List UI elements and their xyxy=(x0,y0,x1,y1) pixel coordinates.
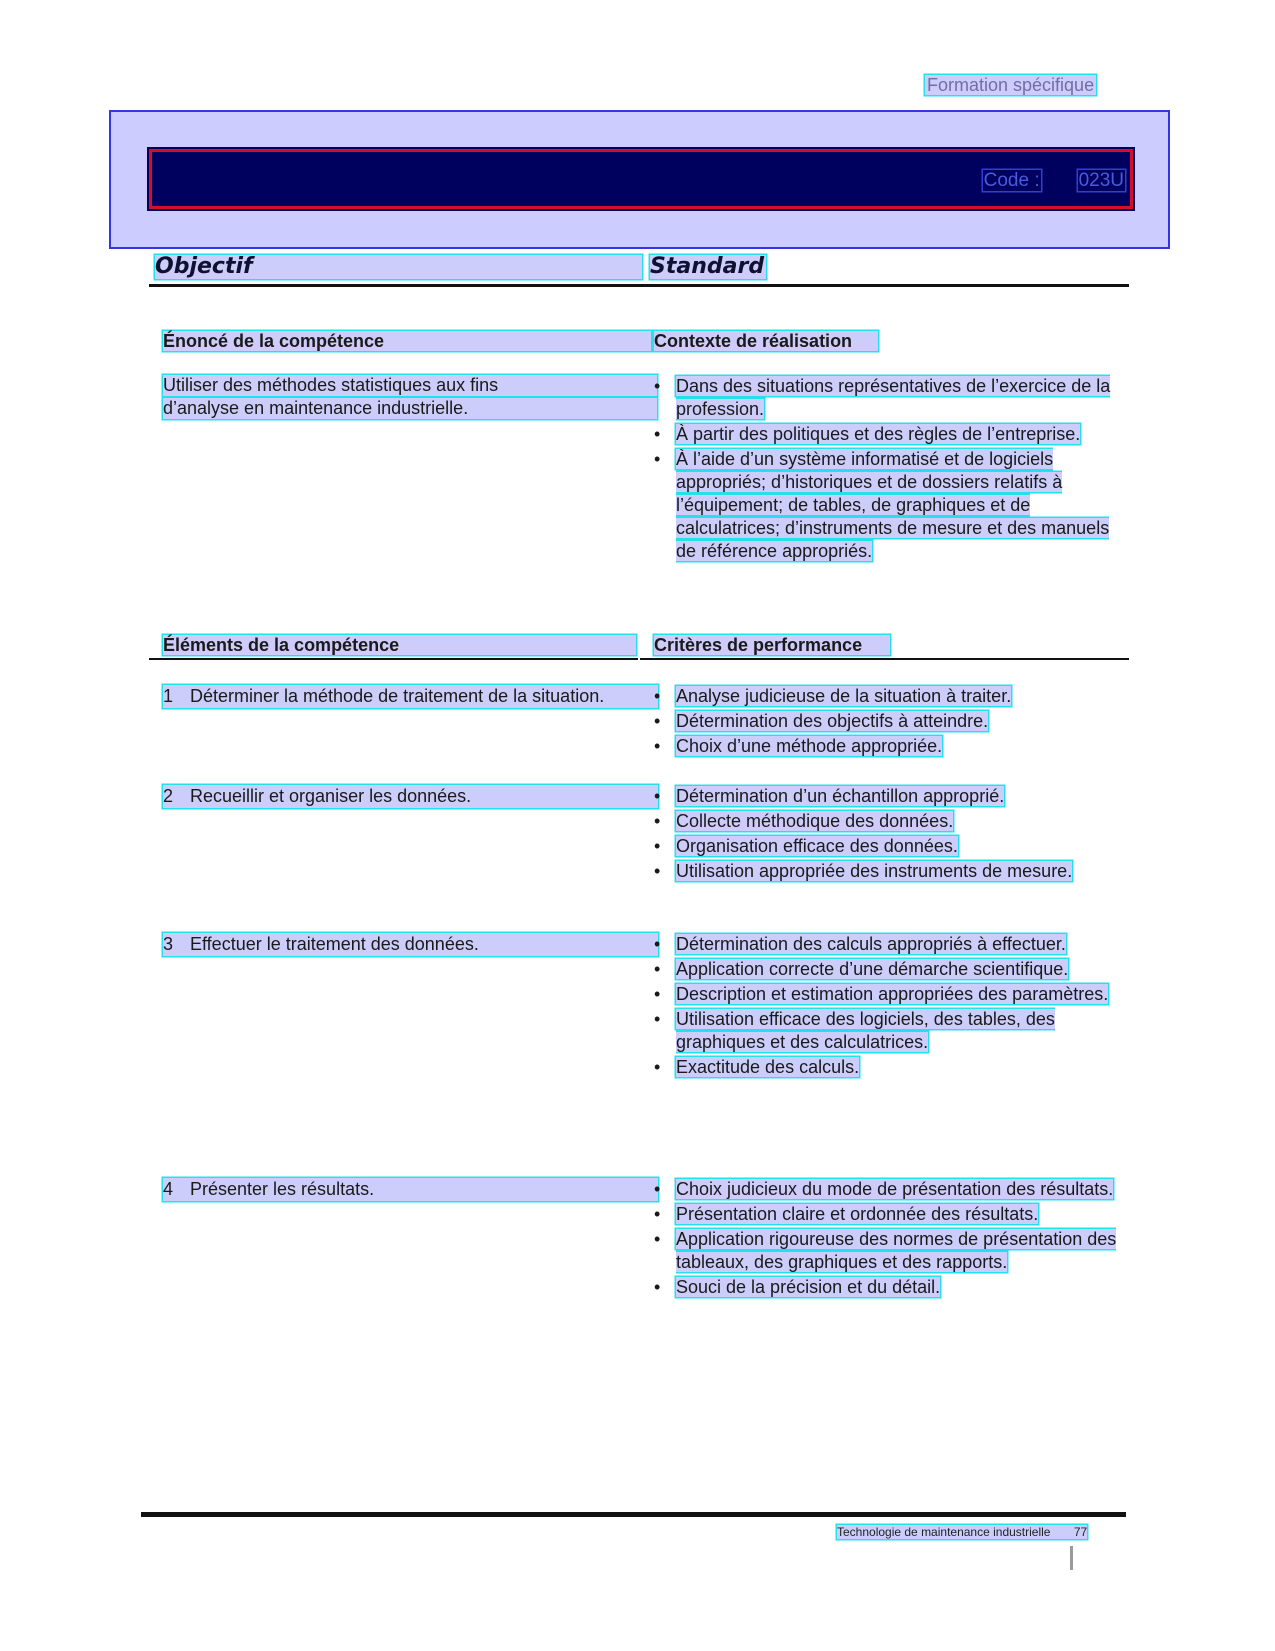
criterion-item: • Analyse judicieuse de la situation à traiter. xyxy=(654,685,1119,708)
criterion-item: • Présentation claire et ordonnée des résultats. xyxy=(654,1203,1119,1226)
criteria-list xyxy=(654,1178,1119,1301)
criteria-list xyxy=(654,685,1119,760)
column-heading-standard: Standard xyxy=(650,254,765,279)
footer-rule xyxy=(141,1512,1126,1517)
criterion-item: • Détermination d’un échantillon approprié. xyxy=(654,785,1119,808)
criterion-item: • Collecte méthodique des données. xyxy=(654,810,1119,833)
criterion-item: • Détermination des objectifs à atteindre. xyxy=(654,710,1119,733)
code-label: Code : xyxy=(983,170,1040,191)
criterion-item: • Application rigoureuse des normes de présentation des tableaux, des graphiques et des rapports. xyxy=(654,1228,1119,1274)
criterion-item: • Détermination des calculs appropriés à effectuer. xyxy=(654,933,1119,956)
competence-element xyxy=(163,1178,658,1201)
criterion-item: • Choix d’une méthode appropriée. xyxy=(654,735,1119,758)
header-label: Formation spécifique xyxy=(927,75,1095,95)
element-text: Effectuer le traitement des données. xyxy=(190,934,479,954)
element-number: 1 xyxy=(163,686,174,706)
page-marker xyxy=(1070,1546,1073,1570)
context-heading: Contexte de réalisation xyxy=(654,331,878,351)
competence-element xyxy=(163,685,658,708)
element-number: 3 xyxy=(163,934,174,954)
banner-code-bar xyxy=(149,149,1133,209)
criterion-item: • Description et estimation appropriées des paramètres. xyxy=(654,983,1119,1006)
footer-program: Technologie de maintenance industrielle xyxy=(837,1525,1051,1539)
criterion-item: • Application correcte d’une démarche scientifique. xyxy=(654,958,1119,981)
competence-element xyxy=(163,933,658,956)
competence-element xyxy=(163,785,658,808)
competence-statement xyxy=(163,375,657,419)
column-heading-objective: Objectif xyxy=(155,255,642,279)
statement-heading: Énoncé de la compétence xyxy=(163,331,651,351)
context-list xyxy=(654,375,1119,565)
statement-line: d’analyse en maintenance industrielle. xyxy=(163,398,657,419)
criteria-list xyxy=(654,933,1119,1081)
criteria-rule xyxy=(640,658,1129,660)
context-item: • À partir des politiques et des règles de l’entreprise. xyxy=(654,423,1119,446)
code-value: 023U xyxy=(1078,170,1124,191)
criteria-heading: Critères de performance xyxy=(654,635,890,655)
elements-heading: Éléments de la compétence xyxy=(163,635,636,655)
element-number: 4 xyxy=(163,1179,174,1199)
criterion-item: • Choix judicieux du mode de présentation des résultats. xyxy=(654,1178,1119,1201)
criterion-item: • Organisation efficace des données. xyxy=(654,835,1119,858)
element-text: Déterminer la méthode de traitement de la situation. xyxy=(190,686,605,706)
elements-rule xyxy=(149,658,638,660)
statement-line: Utiliser des méthodes statistiques aux fins xyxy=(163,375,657,396)
criterion-item: • Souci de la précision et du détail. xyxy=(654,1276,1119,1299)
element-text: Recueillir et organiser les données. xyxy=(190,786,472,806)
competency-code xyxy=(983,171,1125,191)
criteria-list xyxy=(654,785,1119,885)
heading-rule xyxy=(149,284,1129,287)
criterion-item: • Utilisation appropriée des instruments de mesure. xyxy=(654,860,1119,883)
footer xyxy=(837,1525,1087,1539)
element-text: Présenter les résultats. xyxy=(190,1179,375,1199)
context-item: • À l’aide d’un système informatisé et de logiciels appropriés; d’historiques et de dossiers relatifs à l’équipement; de tables, de graphiques et de calculatrices; d’instruments de mesure et des manuels de référence appropriés. xyxy=(654,448,1119,563)
context-item: • Dans des situations représentatives de l’exercice de la profession. xyxy=(654,375,1119,421)
page-number: 77 xyxy=(1073,1525,1088,1539)
criterion-item: • Exactitude des calculs. xyxy=(654,1056,1119,1079)
element-number: 2 xyxy=(163,786,174,806)
criterion-item: • Utilisation efficace des logiciels, des tables, des graphiques et des calculatrices. xyxy=(654,1008,1119,1054)
